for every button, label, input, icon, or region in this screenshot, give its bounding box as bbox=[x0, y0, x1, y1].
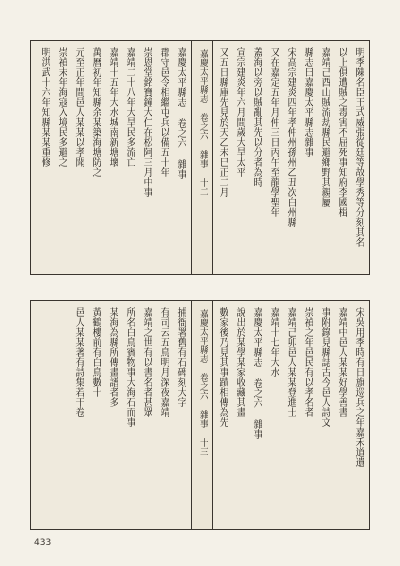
text-column: 蓋海以旁以賊亂其先以分者為時 bbox=[251, 47, 262, 187]
top-panel bbox=[30, 40, 370, 275]
top-band-title: 嘉慶太平縣志 卷之六 雜事 十二 bbox=[198, 49, 208, 196]
text-column: 嘉靖己酉山賊流劫縣民避鄉野其親屬 bbox=[319, 47, 330, 207]
text-column: 宣宗建炎年六月間歲大旱太平 bbox=[234, 47, 245, 177]
page-number: 433 bbox=[34, 538, 52, 548]
text-column: 嘉靖十七年大水 bbox=[268, 307, 279, 377]
text-column: 邑人某某著有詩集若干卷 bbox=[73, 307, 84, 417]
text-column: 說出於某學某家收藏其畫 bbox=[234, 307, 245, 417]
text-column: 嘉靖中邑人某某好學善書 bbox=[336, 307, 347, 417]
text-column: 黃鶴樓前有白鳥數十 bbox=[90, 307, 101, 397]
text-column: 縣志曰嘉慶太平縣志雜事 bbox=[302, 47, 313, 157]
text-column: 有司云五鳥明月深夜嘉靖 bbox=[158, 307, 169, 417]
text-column: 嘉靖十五年大水城南新塘壞 bbox=[107, 47, 118, 167]
text-column: 宋吳用季時有日旗巡兵之年嘉禾道遺 bbox=[353, 307, 364, 467]
text-column: 宋高宗建炎四年孝仲州孫州乙丑次白州縣 bbox=[285, 47, 296, 227]
text-column: 以上俱遭賊之毒害不屈死事知府李國楫 bbox=[336, 47, 347, 217]
text-column: 嘉靖之世有以書名者甚眾 bbox=[141, 307, 152, 417]
text-column: 崇禎末年海寇入境民多避之 bbox=[56, 47, 67, 167]
text-column: 又在嘉定五年月仲三日丙午至龍學聖年 bbox=[268, 47, 279, 217]
text-column: 事附錄見縣誌古今邑人詩文 bbox=[319, 307, 330, 427]
bottom-band-title: 嘉慶太平縣志 卷之六 雜事 十三 bbox=[198, 309, 208, 456]
text-column: 郡守邑令相繼屯兵以備五十年 bbox=[158, 47, 169, 177]
text-column: 崇恩堂銘寶鐘大仁在松阿三月中事 bbox=[141, 47, 152, 197]
top-center-band bbox=[191, 41, 213, 274]
text-column: 嘉慶太平縣志 卷之六 雜事 bbox=[175, 47, 186, 179]
bottom-panel bbox=[30, 300, 370, 530]
text-column: 崇禎之年邑民有以孝名者 bbox=[302, 307, 313, 417]
text-column: 捕衙署舊有石碑刻大字 bbox=[175, 307, 186, 407]
text-column: 明季陳名臣王式威張從廷等故學秀等分刻其名 bbox=[353, 47, 364, 247]
text-column: 所名白鳥賓物事大海石而事 bbox=[124, 307, 135, 427]
text-column: 某海為縣所傳畫譜者多 bbox=[107, 307, 118, 407]
bottom-center-band bbox=[191, 301, 213, 529]
text-column: 萬曆初年知縣余某築海塘防之 bbox=[90, 47, 101, 177]
text-column: 數家後乃見其事蹟相傳為先 bbox=[217, 307, 228, 427]
text-column: 又五日縣庫先見於天乙未巳正二月 bbox=[217, 47, 228, 197]
text-column: 嘉靖己卯邑人某某登進士 bbox=[285, 307, 296, 417]
text-column: 明洪武十六年知縣某某重修 bbox=[39, 47, 50, 167]
text-column: 嘉慶太平縣志 卷之六 雜事 bbox=[251, 307, 262, 439]
text-column: 元至正年間邑人某某以孝聞 bbox=[73, 47, 84, 167]
text-column: 嘉靖二十八年大旱民多流亡 bbox=[124, 47, 135, 167]
